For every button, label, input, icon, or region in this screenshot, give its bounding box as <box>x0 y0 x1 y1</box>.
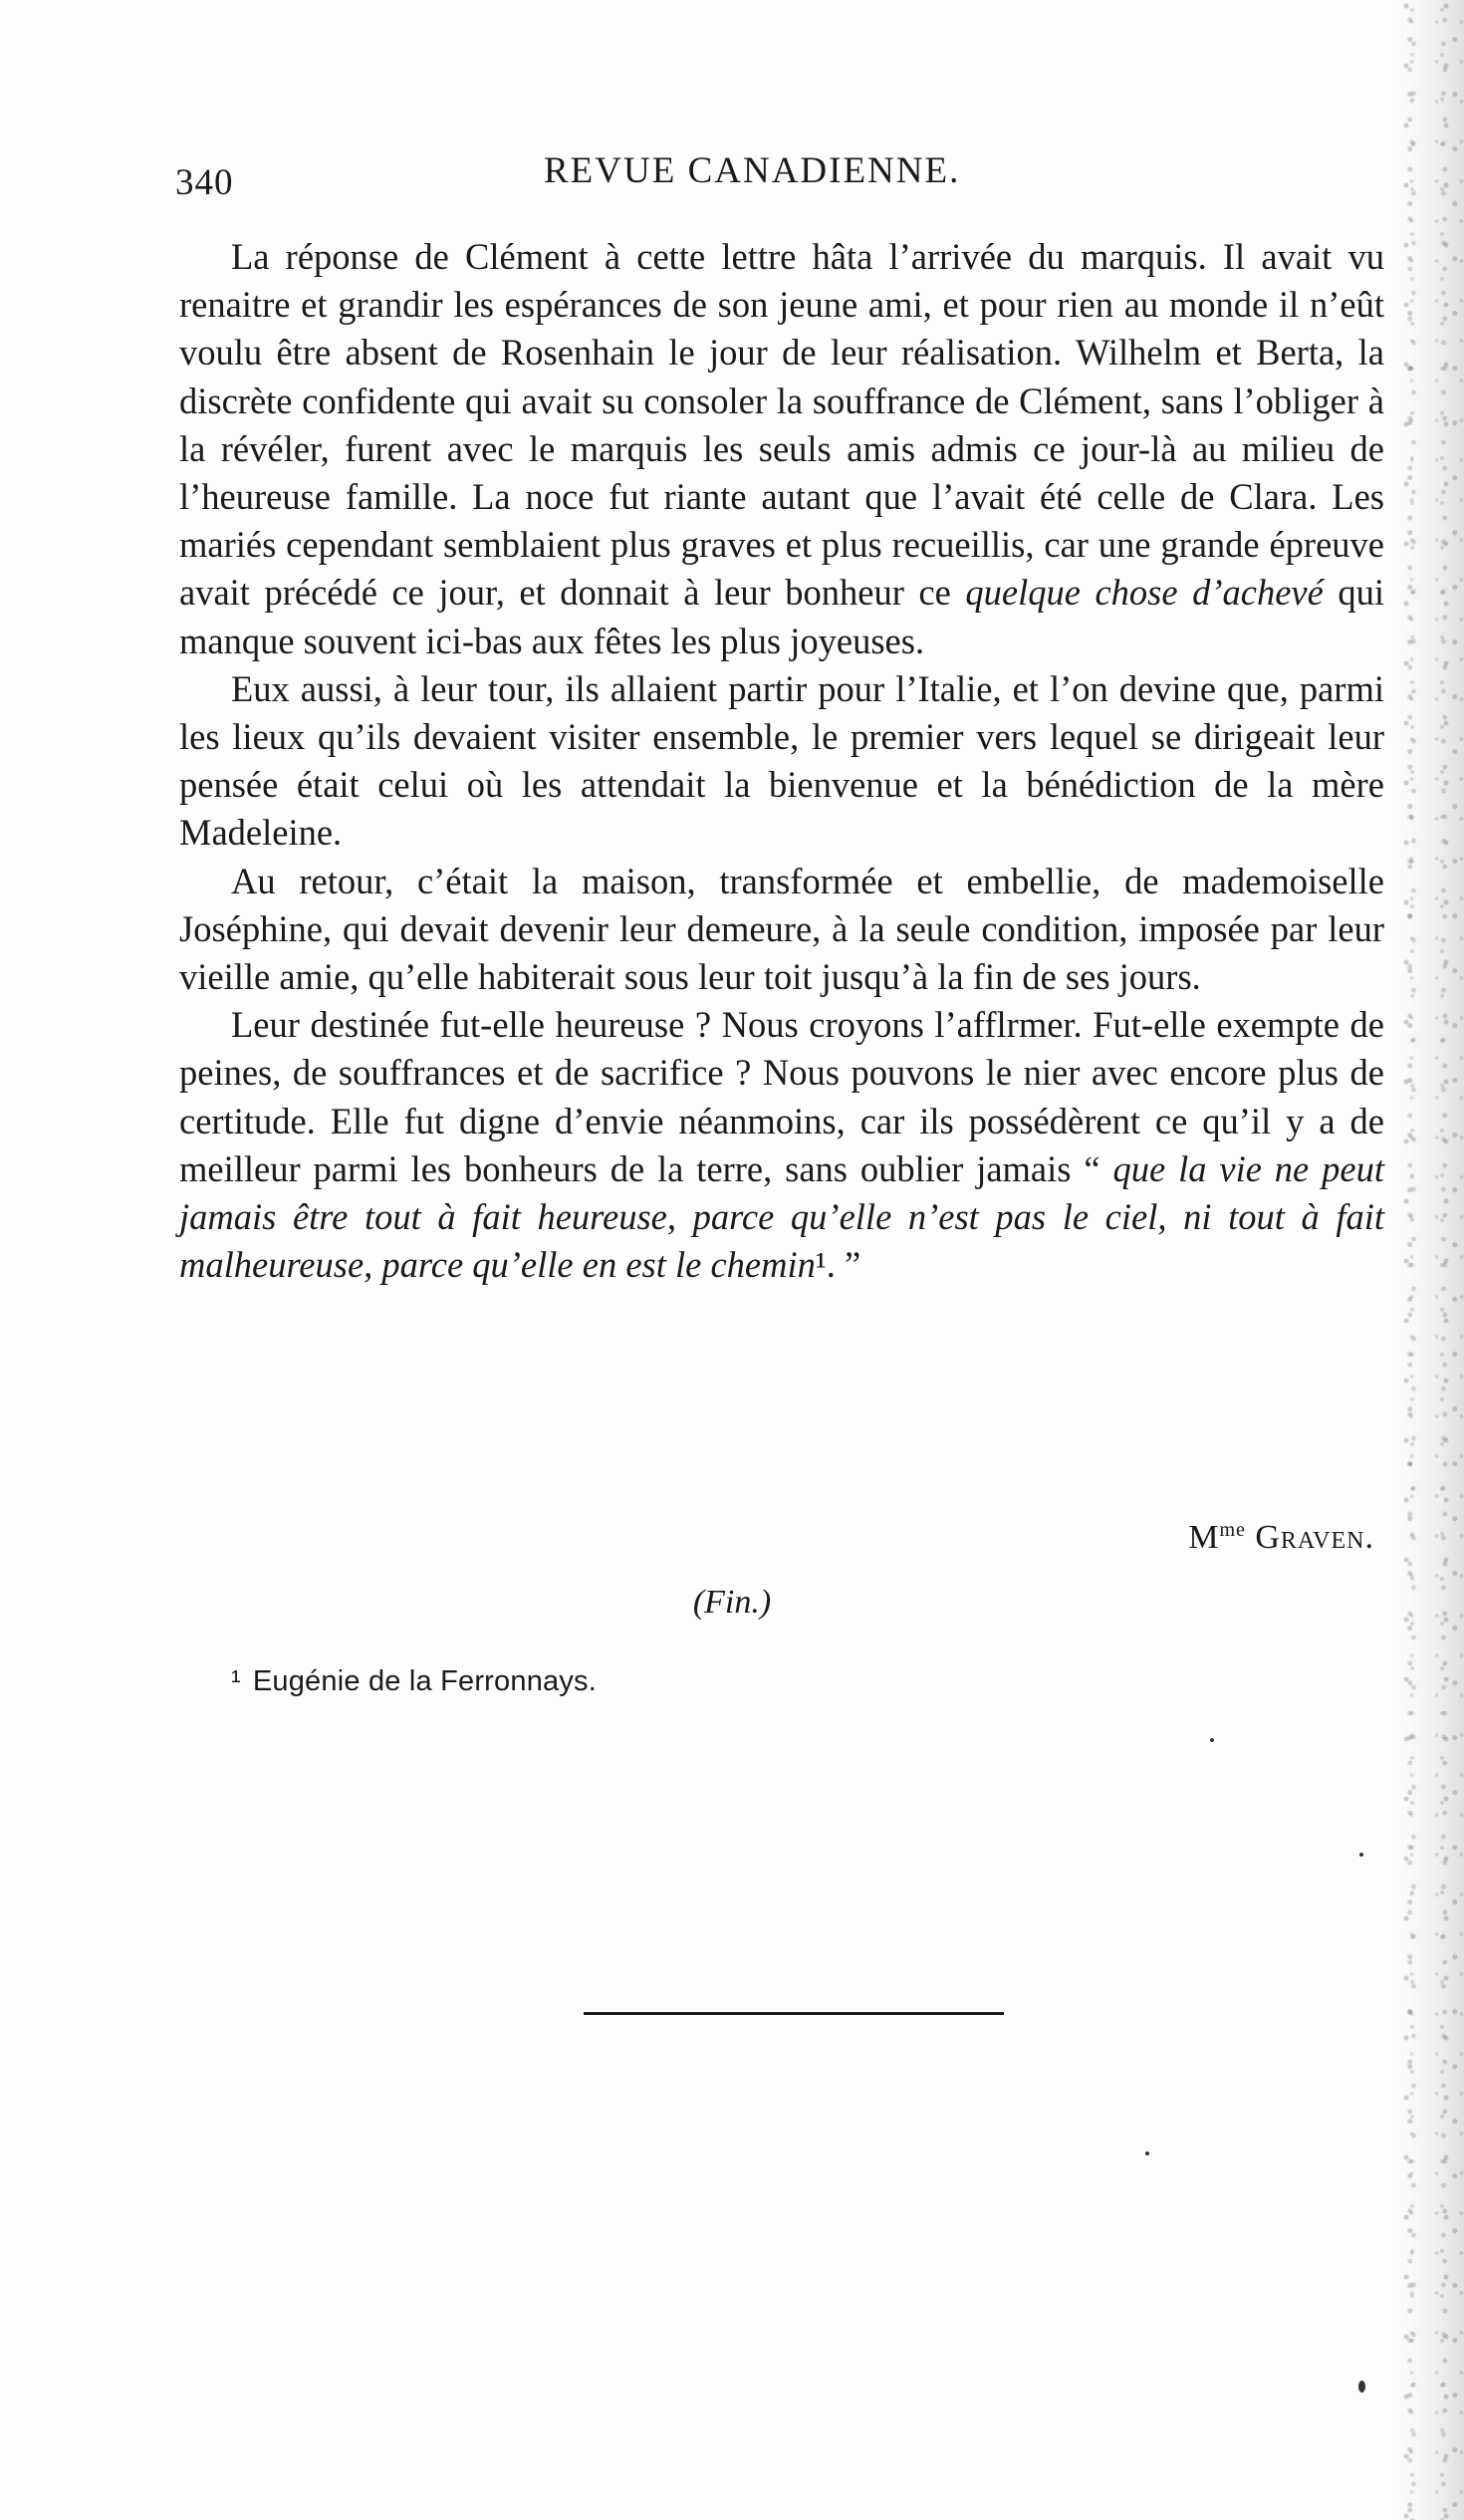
end-rule <box>584 2012 1004 2015</box>
paragraph-1-italic: quelque chose d’achevé <box>965 572 1324 614</box>
scan-speck <box>1210 1738 1214 1742</box>
page-header <box>175 149 1380 209</box>
scan-speck <box>1359 1853 1363 1857</box>
scan-speck <box>1145 2151 1149 2155</box>
footnote-text: Eugénie de la Ferronnays. <box>252 1665 598 1697</box>
page-edge-shadow <box>1394 0 1464 2520</box>
signature-sup: me <box>1219 1519 1246 1541</box>
paragraph-2 <box>179 665 1384 858</box>
paragraph-3-text: Au retour, c’était la maison, transformée et embellie, de mademoiselle Joséphine, qui devait devenir leur demeure, à la seule condition, imposée par leur vieille amie, qu’elle habiterait sous leur toit jusqu’à la fin de ses jours. <box>179 860 1384 998</box>
paragraph-3 <box>179 858 1384 1002</box>
paragraph-2-text: Eux aussi, à leur tour, ils allaient partir pour l’Italie, et l’on devine que, parmi les lieux qu’ils devaient visiter ensemble, le premier vers lequel se dirigeait leur pensée était celui où les attendait la bienvenue et la bénédiction de la mère Madeleine. <box>179 667 1384 854</box>
running-title: REVUE CANADIENNE. <box>544 150 961 191</box>
page-number: 340 <box>175 162 234 203</box>
footnote-marker: ¹ <box>231 1665 241 1697</box>
paragraph-1-text: La réponse de Clément à cette lettre hâta l’arrivée du marquis. Il avait vu renaitre et grandir les espérances de son jeune ami, et pour rien au monde il n’eût voulu être absent de Rosenhain le jour de leur réalisation. Wilhelm et Berta, la discrète confidente qui avait su consoler la souffrance de Clément, sans l’obliger à la révéler, furent avec le marquis les seuls amis admis ce jour-là au milieu de l’heureuse famille. La noce fut riante autant que l’avait été celle de Clara. Les mariés cependant semblaient plus graves et plus recueillis, car une grande épreuve avait précédé ce jour, et donnait à leur bonheur ce <box>179 236 1384 614</box>
body-text <box>179 233 1384 1289</box>
paragraph-1 <box>179 233 1384 665</box>
paragraph-4-text: Leur destinée fut-elle heureuse ? Nous croyons l’afflrmer. Fut-elle exempte de peines, de souffrances et de sacrifice ? Nous pouvons le nier avec encore plus de certitude. Elle fut digne d’envie néanmoins, car ils possédèrent ce qu’il y a de meilleur parmi les bonheurs de la terre, sans oublier jamais “ <box>179 1004 1384 1189</box>
end-marker <box>0 1584 1464 1622</box>
paragraph-4-italic-quote: que la vie ne peut jamais être tout à fait heureuse, parce qu’elle n’est pas le ciel, ni tout à fait malheureuse, parce qu’elle en est le chemin <box>179 1147 1384 1286</box>
author-signature <box>1188 1519 1374 1557</box>
fin-text: (Fin.) <box>692 1584 772 1621</box>
paragraph-4 <box>179 1001 1384 1289</box>
paragraph-4-after: ¹. ” <box>815 1244 861 1286</box>
scan-speck <box>1358 2381 1365 2393</box>
paragraph-1-after: qui manque souvent ici-bas aux fêtes les plus joyeuses. <box>179 572 1384 661</box>
footnote <box>231 1665 597 1698</box>
signature-name: Graven. <box>1255 1519 1374 1556</box>
signature-prefix: M <box>1188 1519 1220 1556</box>
